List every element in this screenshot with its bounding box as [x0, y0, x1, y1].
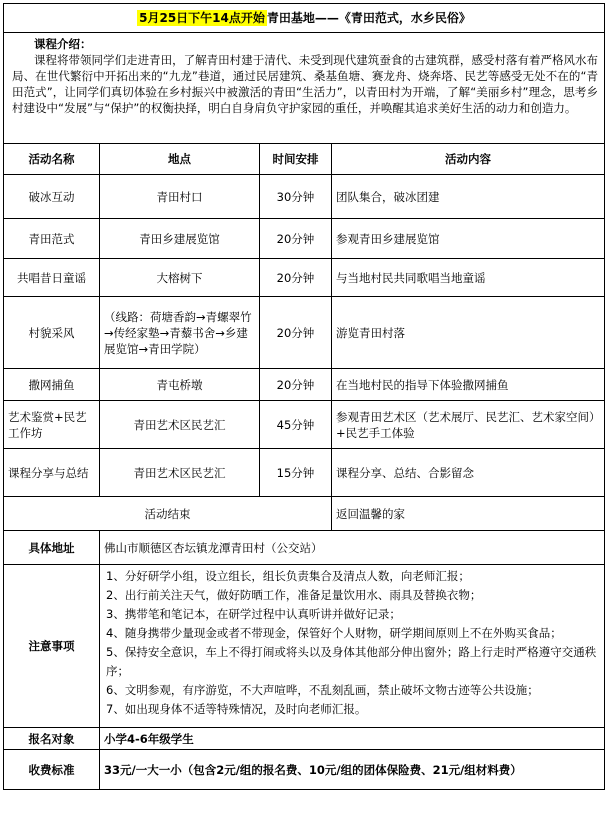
activity-name: 村貌采风: [4, 297, 100, 369]
page-title: [4, 4, 605, 33]
note-item: 3、携带笔和笔记本，在研学过程中认真听讲并做好记录；: [106, 607, 401, 621]
notes-row: [4, 565, 605, 728]
title-text: 青田基地——《青田范式，水乡民俗》: [266, 11, 471, 25]
activity-name: 青田范式: [4, 219, 100, 259]
table-row: [4, 175, 605, 219]
activity-time: 45分钟: [260, 401, 332, 449]
activity-time: 20分钟: [260, 297, 332, 369]
activity-place: 青田艺术区民艺汇: [100, 449, 260, 497]
activity-content: 课程分享、总结、合影留念: [332, 449, 605, 497]
activity-content: 游览青田村落: [332, 297, 605, 369]
course-table: [3, 3, 605, 790]
table-row: [4, 449, 605, 497]
activity-content: 参观青田乡建展览馆: [332, 219, 605, 259]
activity-time: 20分钟: [260, 219, 332, 259]
header-time: 时间安排: [260, 144, 332, 175]
activity-name: 共唱昔日童谣: [4, 259, 100, 297]
note-item: 1、分好研学小组，设立组长，组长负责集合及清点人数，向老师汇报；: [106, 569, 470, 583]
activity-time: 20分钟: [260, 369, 332, 401]
activity-place: 大榕树下: [100, 259, 260, 297]
activity-content: 团队集合，破冰团建: [332, 175, 605, 219]
note-item: 2、出行前关注天气，做好防晒工作，准备足量饮用水、雨具及替换衣物；: [106, 588, 482, 602]
header-content: 活动内容: [332, 144, 605, 175]
note-item: 4、随身携带少量现金或者不带现金，保管好个人财物，研学期间原则上不在外购买食品；: [106, 626, 562, 640]
audience-label: 报名对象: [4, 728, 100, 750]
intro-heading: 课程介绍：: [34, 37, 92, 51]
note-item: 5、保持安全意识，车上不得打闹或将头以及身体其他部分伸出窗外；路上行走时严格遵守交通秩序；: [106, 645, 597, 678]
intro-cell: [4, 33, 605, 144]
activity-place: 青田村口: [100, 175, 260, 219]
audience-row: [4, 728, 605, 750]
activity-place: 青田艺术区民艺汇: [100, 401, 260, 449]
fee-label: 收费标准: [4, 750, 100, 790]
header-activity-name: 活动名称: [4, 144, 100, 175]
start-time-highlight: 5月25日下午14点开始: [139, 11, 265, 25]
table-row: [4, 297, 605, 369]
address-label: 具体地址: [4, 531, 100, 565]
course-sheet: [3, 3, 604, 790]
activity-time: 20分钟: [260, 259, 332, 297]
end-row: [4, 497, 605, 531]
notes-label: 注意事项: [4, 565, 100, 728]
activity-place: 青田乡建展览馆: [100, 219, 260, 259]
table-row: [4, 259, 605, 297]
activity-content: 在当地村民的指导下体验撒网捕鱼: [332, 369, 605, 401]
activity-content: 参观青田艺术区（艺术展厅、民艺汇、艺术家空间）+民艺手工体验: [332, 401, 605, 449]
table-row: [4, 401, 605, 449]
activity-name: 破冰互动: [4, 175, 100, 219]
activity-time: 15分钟: [260, 449, 332, 497]
intro-body: 课程将带领同学们走进青田，了解青田村建于清代、未受到现代建筑蚕食的古建筑群，感受村落有着严格风水布局、在世代繁衍中开拓出来的“九龙”巷道，通过民居建筑、桑基鱼塘、赛龙舟、烧奔塔、民艺等感受无处不在的“青田范式”，让同学们真切体验在乡村振兴中被激活的青田“生活力”，以青田村为开端，了解“美丽乡村”理念，思考乡村建设中“发展”与“保护”的权衡抉择，明白自身肩负守护家园的重任，并唤醒其追求美好生活的动力和创造力。: [12, 53, 599, 115]
activity-place: 青屯桥墩: [100, 369, 260, 401]
activity-name: 艺术鉴赏+民艺工作坊: [4, 401, 100, 449]
audience-value: 小学4-6年级学生: [100, 728, 605, 750]
activity-time: 30分钟: [260, 175, 332, 219]
table-row: [4, 219, 605, 259]
table-header-row: [4, 144, 605, 175]
notes-cell: [100, 565, 605, 728]
end-label: 活动结束: [4, 497, 332, 531]
fee-row: [4, 750, 605, 790]
note-item: 6、文明参观，有序游览，不大声喧哗，不乱刻乱画，禁止破坏文物古迹等公共设施；: [106, 683, 539, 697]
address-value: 佛山市顺德区杏坛镇龙潭青田村（公交站）: [100, 531, 605, 565]
header-place: 地点: [100, 144, 260, 175]
fee-value: 33元/一大一小（包含2元/组的报名费、10元/组的团体保险费、21元/组材料费）: [100, 750, 605, 790]
end-content: 返回温馨的家: [332, 497, 605, 531]
note-item: 7、如出现身体不适等特殊情况，及时向老师汇报。: [106, 702, 367, 716]
activity-name: 课程分享与总结: [4, 449, 100, 497]
intro-row: [4, 33, 605, 144]
activity-content: 与当地村民共同歌唱当地童谣: [332, 259, 605, 297]
activity-place: （线路：荷塘香韵→青螺翠竹→传经家塾→青藜书舍→乡建展览馆→青田学院）: [100, 297, 260, 369]
title-row: [4, 4, 605, 33]
address-row: [4, 531, 605, 565]
activity-name: 撒网捕鱼: [4, 369, 100, 401]
table-row: [4, 369, 605, 401]
